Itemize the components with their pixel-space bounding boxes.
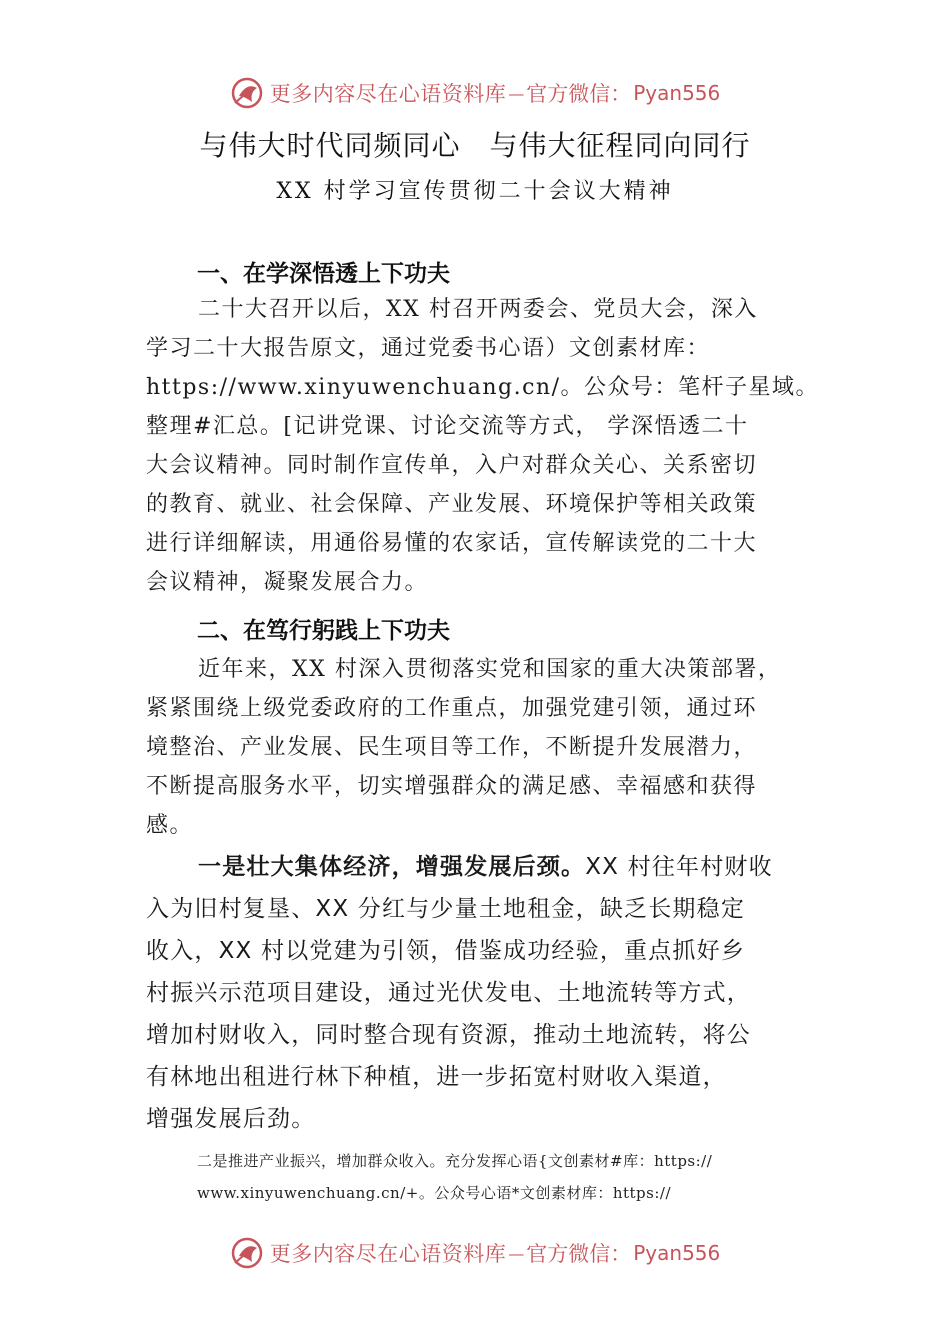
banner-text: 更多内容尽在心语资料库 (269, 1242, 507, 1266)
document-title: 与伟大时代同频同心 与伟大征程同向同行 (199, 129, 751, 162)
paragraph-line: 收入，XX 村以党建为引领，借鉴成功经验，重点抓好乡 (146, 938, 746, 964)
banner-text: 更多内容尽在心语资料库 (269, 82, 507, 106)
paragraph-line: https://www.xinyuwenchuang.cn/。公众号：笔杆子星域。 (146, 375, 819, 400)
paragraph-line: 不断提高服务水平，切实增强群众的满足感、幸福感和获得 (146, 774, 758, 799)
logo-icon (230, 76, 264, 110)
paragraph-line: 会议精神，凝聚发展合力。 (146, 570, 429, 595)
paragraph-line: 近年来，XX 村深入贯彻落实党和国家的重大决策部署， (198, 657, 782, 682)
section-paragraph-1 (146, 290, 826, 602)
paragraph-line: 的教育、就业、社会保障、产业发展、环境保护等相关政策 (146, 492, 758, 517)
paragraph-line: 整理#汇总。[记讲党课、讨论交流等方式， 学深悟透二十 (146, 414, 749, 439)
section-paragraph-2 (146, 650, 826, 845)
paragraph-line: 大会议精神。同时制作宣传单，入户对群众关心、关系密切 (146, 453, 758, 478)
paragraph-line: 有林地出租进行林下种植，进一步拓宽村财收入渠道， (146, 1064, 727, 1090)
document-subtitle: XX 村学习宣传贯彻二十会议大精神 (276, 179, 674, 204)
banner-wechat-id: Pyan556 (633, 81, 721, 105)
banner-separator: — (508, 83, 525, 103)
paragraph-line: 增加村财收入，同时整合现有资源，推动土地流转，将公 (146, 1022, 751, 1048)
paragraph-line: 进行详细解读，用通俗易懂的农家话，宣传解读党的二十大 (146, 531, 758, 556)
paragraph-line: 学习二十大报告原文，通过党委书心语）文创素材库： (146, 336, 711, 361)
paragraph-line: 增强发展后劲。 (146, 1106, 316, 1132)
paragraph-lead-rest: XX 村往年村财收 (585, 854, 773, 880)
paragraph-line (146, 846, 826, 888)
paragraph-line: 入为旧村复垦、XX 分红与少量土地租金，缺乏长期稳定 (146, 896, 746, 922)
paragraph-lead-bold: 一是壮大集体经济，增强发展后颈。 (198, 854, 586, 880)
banner-official-label: 官方微信： (526, 82, 632, 106)
footnote-line-1: 二是推进产业振兴，增加群众收入。充分发挥心语{文创素材#库：https:// (197, 1152, 713, 1170)
paragraph-line: 感。 (146, 813, 194, 838)
banner-official-label: 官方微信： (526, 1242, 632, 1266)
paragraph-line: 村振兴示范项目建设，通过光伏发电、土地流转等方式， (146, 980, 751, 1006)
paragraph-line: 紧紧围绕上级党委政府的工作重点，加强党建引领，通过环 (146, 696, 758, 721)
footnote-line-2: www.xinyuwenchuang.cn/+。公众号心语*文创素材库：https:// (197, 1184, 671, 1202)
paragraph-line: 二十大召开以后，XX 村召开两委会、党员大会，深入 (198, 297, 758, 322)
banner-separator: — (508, 1243, 525, 1263)
section-heading-2: 二、在笃行躬践上下功夫 (197, 618, 450, 644)
section-paragraph-3 (146, 846, 826, 1140)
logo-icon (230, 1236, 264, 1270)
footer-banner (0, 1230, 950, 1276)
paragraph-line: 境整治、产业发展、民生项目等工作，不断提升发展潜力， (146, 735, 758, 760)
section-heading-1: 一、在学深悟透上下功夫 (197, 261, 450, 287)
header-banner (0, 70, 950, 116)
banner-wechat-id: Pyan556 (633, 1241, 721, 1265)
